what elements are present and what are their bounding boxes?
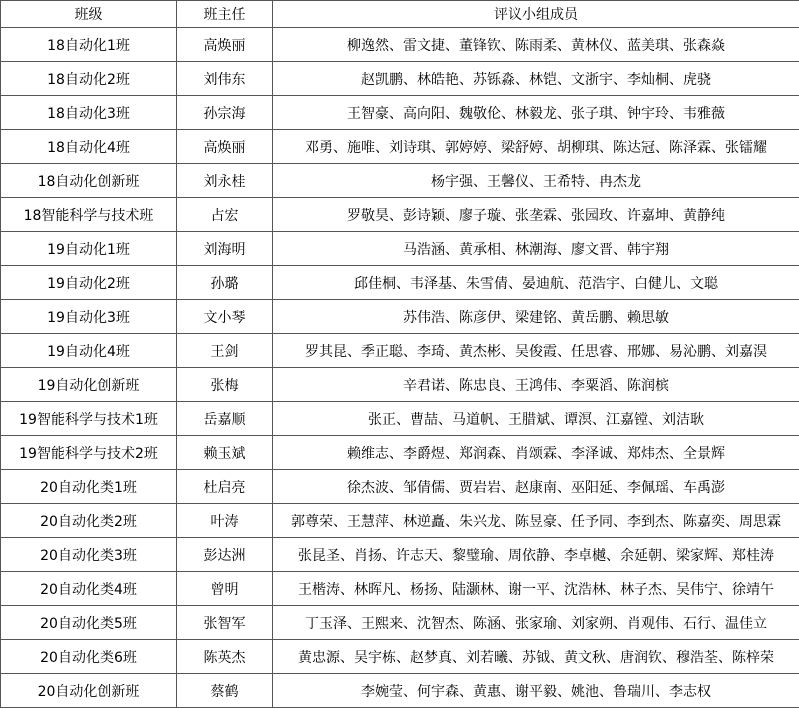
- teacher-cell[interactable]: 占宏: [177, 198, 273, 232]
- table-row: [1, 300, 799, 334]
- teacher-cell[interactable]: 杜启亮: [177, 470, 273, 504]
- teacher-cell[interactable]: 高焕丽: [177, 28, 273, 62]
- table-row: [1, 674, 799, 708]
- class-cell[interactable]: 20自动化创新班: [1, 674, 177, 708]
- teacher-cell[interactable]: 文小琴: [177, 300, 273, 334]
- teacher-cell[interactable]: 赖玉斌: [177, 436, 273, 470]
- members-cell[interactable]: 张正、曹喆、马道帆、王腊斌、谭溟、江嘉镗、刘洁耿: [273, 402, 799, 436]
- table-row: [1, 470, 799, 504]
- table-row: [1, 606, 799, 640]
- table-row: [1, 538, 799, 572]
- members-cell[interactable]: 郭尊荣、王慧萍、林逆矗、朱兴龙、陈昱豪、任予同、李到杰、陈嘉奕、周思霖: [273, 504, 799, 538]
- table-row: [1, 164, 799, 198]
- header-class[interactable]: 班级: [1, 1, 177, 28]
- table-row: [1, 96, 799, 130]
- table-row: [1, 334, 799, 368]
- class-cell[interactable]: 19智能科学与技术1班: [1, 402, 177, 436]
- header-members[interactable]: 评议小组成员: [273, 1, 799, 28]
- table-row: [1, 640, 799, 674]
- teacher-cell[interactable]: 彭达洲: [177, 538, 273, 572]
- members-cell[interactable]: 苏伟浩、陈彦伊、梁建铭、黄岳鹏、赖思敏: [273, 300, 799, 334]
- class-cell[interactable]: 18自动化1班: [1, 28, 177, 62]
- members-cell[interactable]: 辛君诺、陈忠良、王鸿伟、李粟滔、陈润槟: [273, 368, 799, 402]
- class-cell[interactable]: 18自动化3班: [1, 96, 177, 130]
- teacher-cell[interactable]: 曾明: [177, 572, 273, 606]
- table-row: [1, 572, 799, 606]
- teacher-cell[interactable]: 高焕丽: [177, 130, 273, 164]
- table-row: [1, 232, 799, 266]
- class-cell[interactable]: 19智能科学与技术2班: [1, 436, 177, 470]
- members-cell[interactable]: 柳逸然、雷文捷、董锋钦、陈雨柔、黄林仪、蓝美琪、张森焱: [273, 28, 799, 62]
- teacher-cell[interactable]: 蔡鹤: [177, 674, 273, 708]
- class-cell[interactable]: 18自动化4班: [1, 130, 177, 164]
- members-cell[interactable]: 赵凯鹏、林皓艳、苏铄淼、林铠、文浙宇、李灿桐、虎骁: [273, 62, 799, 96]
- table-row: [1, 62, 799, 96]
- members-cell[interactable]: 丁玉泽、王熙来、沈智杰、陈涵、张家瑜、刘家朔、肖观伟、石行、温佳立: [273, 606, 799, 640]
- teacher-cell[interactable]: 孙璐: [177, 266, 273, 300]
- table-row: [1, 130, 799, 164]
- members-cell[interactable]: 罗敬昊、彭诗颖、廖子璇、张垄霖、张园玫、许嘉坤、黄静纯: [273, 198, 799, 232]
- table-row: [1, 402, 799, 436]
- teacher-cell[interactable]: 岳嘉顺: [177, 402, 273, 436]
- class-cell[interactable]: 19自动化3班: [1, 300, 177, 334]
- class-cell[interactable]: 19自动化2班: [1, 266, 177, 300]
- class-cell[interactable]: 20自动化类4班: [1, 572, 177, 606]
- members-cell[interactable]: 杨宇强、王馨仪、王希特、冉杰龙: [273, 164, 799, 198]
- class-cell[interactable]: 18自动化创新班: [1, 164, 177, 198]
- table-row: [1, 436, 799, 470]
- members-cell[interactable]: 赖维志、李爵煜、郑润森、肖颂霖、李泽诚、郑炜杰、全景辉: [273, 436, 799, 470]
- members-cell[interactable]: 罗其昆、季正聪、李琦、黄杰彬、吴俊霞、任思睿、邢娜、易沁鹏、刘嘉淏: [273, 334, 799, 368]
- table-row: [1, 28, 799, 62]
- class-cell[interactable]: 18自动化2班: [1, 62, 177, 96]
- teacher-cell[interactable]: 陈英杰: [177, 640, 273, 674]
- class-cell[interactable]: 19自动化创新班: [1, 368, 177, 402]
- class-cell[interactable]: 20自动化类1班: [1, 470, 177, 504]
- members-cell[interactable]: 李婉莹、何宇森、黄惠、谢平毅、姚池、鲁瑞川、李志权: [273, 674, 799, 708]
- teacher-cell[interactable]: 刘伟东: [177, 62, 273, 96]
- class-cell[interactable]: 20自动化类6班: [1, 640, 177, 674]
- header-row: [1, 1, 799, 28]
- table-row: [1, 266, 799, 300]
- members-cell[interactable]: 马浩涵、黄承相、林潮海、廖文晋、韩宇翔: [273, 232, 799, 266]
- teacher-cell[interactable]: 孙宗海: [177, 96, 273, 130]
- class-cell[interactable]: 19自动化4班: [1, 334, 177, 368]
- members-cell[interactable]: 张昆圣、肖扬、许志天、黎璧瑜、周依静、李卓樾、余延朝、梁家辉、郑桂涛: [273, 538, 799, 572]
- members-cell[interactable]: 徐杰波、邹倩儒、贾岩岩、赵康南、巫阳延、李佩瑶、车禹澎: [273, 470, 799, 504]
- members-cell[interactable]: 黄忠源、吴宇栋、赵梦真、刘若曦、苏钺、黄文秋、唐润钦、穆浩荃、陈梓荣: [273, 640, 799, 674]
- members-cell[interactable]: 王楷涛、林晖凡、杨扬、陆灏林、谢一平、沈浩林、林子杰、吴伟宁、徐靖午: [273, 572, 799, 606]
- table-row: [1, 368, 799, 402]
- teacher-cell[interactable]: 刘永桂: [177, 164, 273, 198]
- teacher-cell[interactable]: 张智军: [177, 606, 273, 640]
- members-cell[interactable]: 邱佳桐、韦泽基、朱雪倩、晏迪航、范浩宇、白健儿、文聪: [273, 266, 799, 300]
- class-cell[interactable]: 20自动化类2班: [1, 504, 177, 538]
- class-cell[interactable]: 19自动化1班: [1, 232, 177, 266]
- members-cell[interactable]: 王智豪、高向阳、魏敬伦、林毅龙、张子琪、钟宇玲、韦雅薇: [273, 96, 799, 130]
- teacher-cell[interactable]: 张梅: [177, 368, 273, 402]
- class-cell[interactable]: 20自动化类5班: [1, 606, 177, 640]
- class-cell[interactable]: 18智能科学与技术班: [1, 198, 177, 232]
- table-body: [1, 1, 799, 708]
- teacher-cell[interactable]: 王剑: [177, 334, 273, 368]
- class-cell[interactable]: 20自动化类3班: [1, 538, 177, 572]
- teacher-cell[interactable]: 叶涛: [177, 504, 273, 538]
- table-row: [1, 198, 799, 232]
- table-row: [1, 504, 799, 538]
- teacher-cell[interactable]: 刘海明: [177, 232, 273, 266]
- header-teacher[interactable]: 班主任: [177, 1, 273, 28]
- members-cell[interactable]: 邓勇、施唯、刘诗琪、郭婷婷、梁舒婷、胡柳琪、陈达冠、陈泽霖、张镭耀: [273, 130, 799, 164]
